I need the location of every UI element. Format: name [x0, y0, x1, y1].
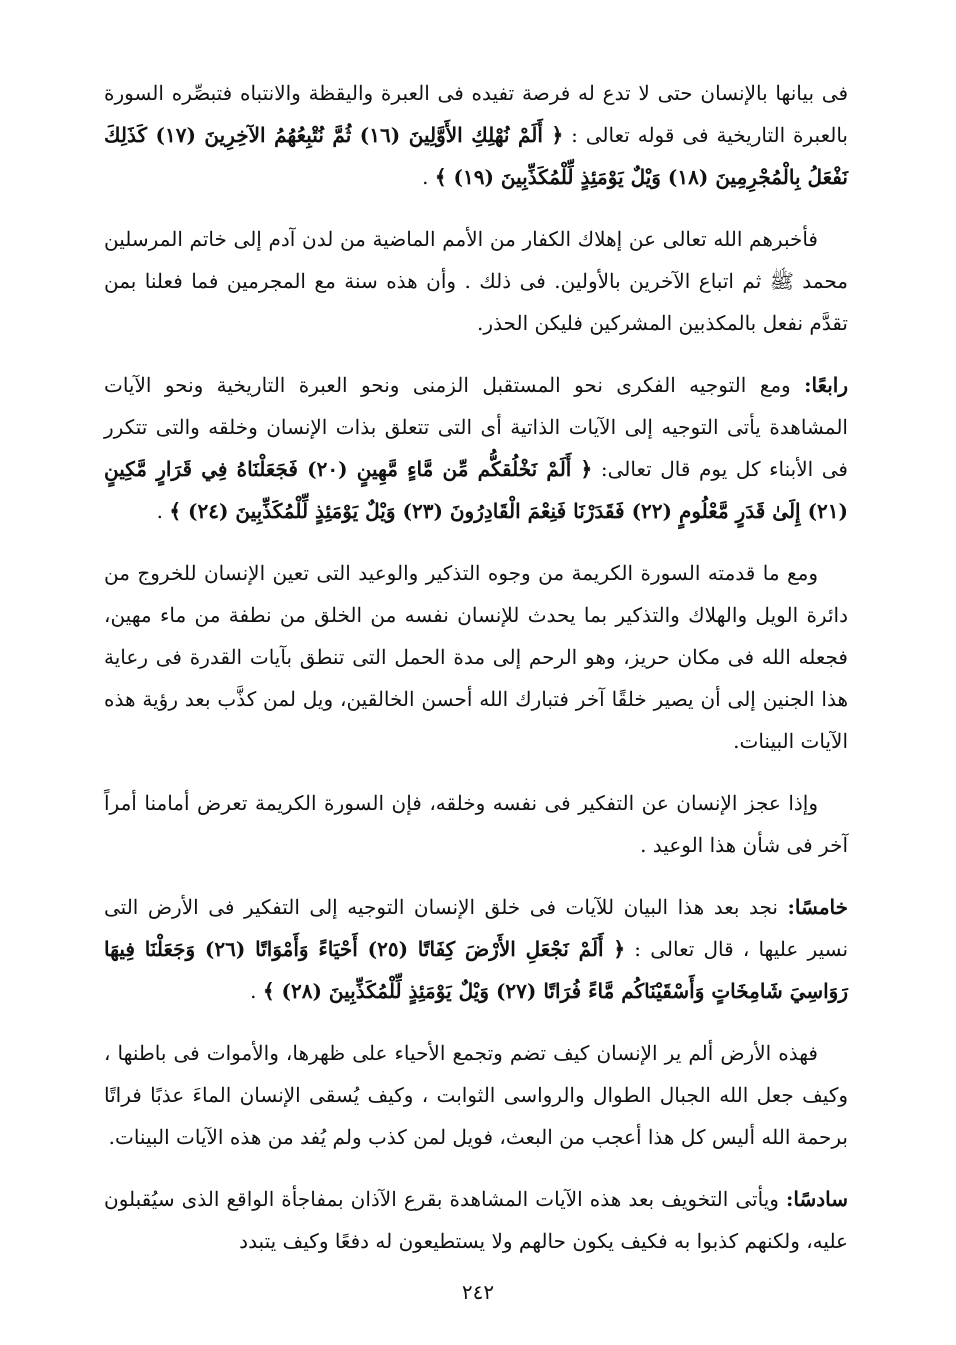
paragraph-3-text: ومع التوجيه الفكرى نحو المستقبل الزمنى ونحو العبرة التاريخية ونحو الآيات المشاهدة يأتى التوجيه إلى الآيات الذاتية أى التى تتعلق بذات الإنسان وخلقه والتى تتكرر فى الأبناء كل يوم قال تعالى:: [104, 373, 848, 481]
paragraph-1-tail: .: [422, 165, 435, 189]
page-body: [104, 72, 848, 1282]
paragraph-5: [104, 782, 848, 866]
paragraph-2: [104, 218, 848, 344]
paragraph-3-lead: رابعًا:: [804, 373, 848, 397]
paragraph-1: [104, 72, 848, 198]
paragraph-8-lead: سادسًا:: [786, 1187, 848, 1211]
paragraph-8: [104, 1178, 848, 1262]
paragraph-7-text: فهذه الأرض ألم ير الإنسان كيف تضم وتجمع الأحياء على ظهرها، والأموات فى باطنها ، وكيف جعل الله الجبال الطوال والرواسى الثوابت ، وكيف يُسقى الإنسان الماءَ عذبًا فراتًا برحمة الله أليس كل هذا أعجب من البعث، فويل لمن كذب ولم يُفد من هذه الآيات البينات.: [104, 1041, 848, 1149]
paragraph-2-text: فأخبرهم الله تعالى عن إهلاك الكفار من الأمم الماضية من لدن آدم إلى خاتم المرسلين محمد ﷺ ثم اتباع الآخرين بالأولين. فى ذلك . وأن هذه سنة مع المجرمين فما فعلنا بمن تقدَّم نفعل بالمكذبين المشركين فليكن الحذر.: [104, 227, 848, 335]
paragraph-6-verse: ﴿ أَلَمْ نَجْعَلِ الأَرْضَ كِفَاتًا (٢٥) أَحْيَاءً وَأَمْوَاتًا (٢٦) وَجَعَلْنَا فِيهَا رَوَاسِيَ شَامِخَاتٍ وَأَسْقَيْنَاكُم مَّاءً فُرَاتًا (٢٧) وَيْلٌ يَوْمَئِذٍ لِّلْمُكَذِّبِينَ (٢٨) ﴾: [104, 937, 848, 1003]
paragraph-6: [104, 886, 848, 1012]
paragraph-4: [104, 552, 848, 762]
paragraph-6-lead: خامسًا:: [787, 895, 848, 919]
page-number: ٢٤٢: [461, 1280, 495, 1304]
paragraph-1-verse: ﴿ أَلَمْ نُهْلِكِ الأَوَّلِينَ (١٦) ثُمَّ نُتْبِعُهُمُ الآخِرِينَ (١٧) كَذَلِكَ نَفْعَلُ بِالْمُجْرِمِينَ (١٨) وَيْلٌ يَوْمَئِذٍ لِّلْمُكَذِّبِينَ (١٩) ﴾: [104, 123, 848, 189]
paragraph-4-text: ومع ما قدمته السورة الكريمة من وجوه التذكير والوعيد التى تعين الإنسان للخروج من دائرة الويل والهلاك والتذكير بما يحدث للإنسان نفسه من الخلق من نطفة من ماء مهين، فجعله الله فى مكان حريز، وهو الرحم إلى مدة الحمل التى تنطق بآيات القدرة فى رعاية هذا الجنين إلى أن يصير خلقًا آخر فتبارك الله أحسن الخالقين، ويل لمن كذَّب بعد رؤية هذه الآيات البينات.: [104, 561, 848, 753]
paragraph-3-verse: ﴿ أَلَمْ نَخْلُقكُّم مِّن مَّاءٍ مَّهِينٍ (٢٠) فَجَعَلْنَاهُ فِي قَرَارٍ مَّكِينٍ (٢١) إِلَىٰ قَدَرٍ مَّعْلُومٍ (٢٢) فَقَدَرْنَا فَنِعْمَ الْقَادِرُونَ (٢٣) وَيْلٌ يَوْمَئِذٍ لِّلْمُكَذِّبِينَ (٢٤) ﴾: [104, 457, 848, 523]
paragraph-5-text: وإذا عجز الإنسان عن التفكير فى نفسه وخلقه، فإن السورة الكريمة تعرض أمامنا أمراً آخر فى شأن هذا الوعيد .: [104, 791, 848, 857]
paragraph-8-text: ويأتى التخويف بعد هذه الآيات المشاهدة بقرع الآذان بمفاجأة الواقع الذى سيُقبلون عليه، ولكنهم كذبوا به فكيف يكون حالهم ولا يستطيعون له دفعًا وكيف يتبدد: [104, 1187, 848, 1253]
paragraph-1-text: فى بيانها بالإنسان حتى لا تدع له فرصة تفيده فى العبرة واليقظة والانتباه فتبصِّره السورة بالعبرة التاريخية فى قوله تعالى :: [104, 81, 848, 147]
paragraph-6-tail: .: [250, 979, 263, 1003]
paragraph-7: [104, 1032, 848, 1158]
paragraph-3-tail: .: [156, 499, 170, 523]
paragraph-3: [104, 364, 848, 532]
paragraph-6-text: نجد بعد هذا البيان للآيات فى خلق الإنسان التوجيه إلى التفكير فى الأرض التى نسير عليها ، قال تعالى :: [104, 895, 849, 961]
